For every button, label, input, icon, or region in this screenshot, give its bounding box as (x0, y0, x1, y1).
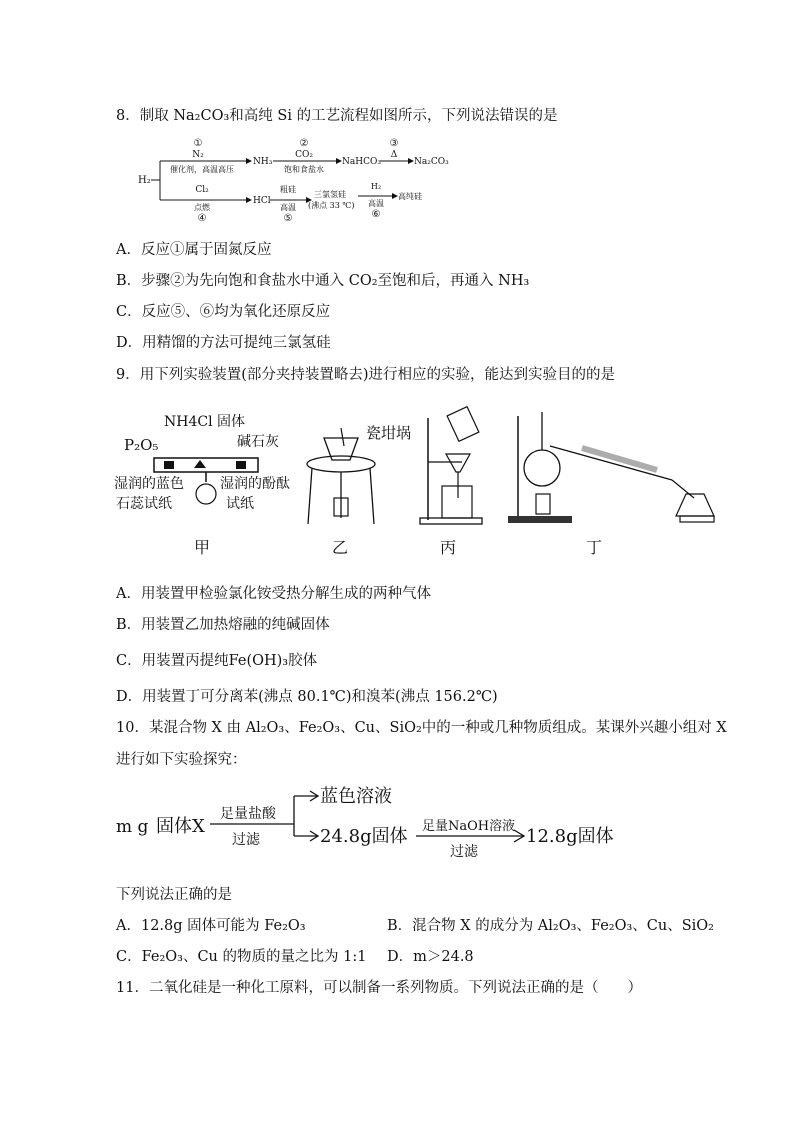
flow-s1: ① (193, 138, 203, 149)
q8-option-d: D．用精馏的方法可提纯三氯氢硅 (116, 335, 331, 351)
apparatus-ding (508, 412, 714, 557)
apparatus-bing (420, 407, 482, 557)
flow-c2: 饱和食盐水 (284, 165, 324, 174)
flow-bp: (沸点 33 ℃) (308, 201, 355, 210)
flow-c4: 点燃 (194, 203, 210, 212)
q10-stem-line2: 进行如下实验探究： (116, 752, 247, 768)
flow10-s248: 24.8g固体 (320, 826, 408, 847)
label-p2o5: P₂O₅ (124, 436, 159, 454)
flow-nahco3: NaHCO₃ (342, 157, 381, 167)
label-phen2: 试纸 (226, 496, 254, 512)
flow-cl2: Cl₂ (195, 185, 209, 195)
label-blue1: 湿润的蓝色 (114, 476, 184, 492)
q9-apparatus-figure (112, 398, 724, 558)
flow-c5: 高温 (280, 203, 296, 212)
flow-c1: 催化剂，高温高压 (170, 165, 234, 174)
q9-option-b: B．用装置乙加热熔融的纯碱固体 (116, 617, 330, 633)
q10-lead: 下列说法正确的是 (116, 887, 232, 903)
flow-s5: ⑤ (283, 213, 293, 224)
flow-s3: ③ (389, 138, 399, 149)
flow-delta: Δ (390, 150, 398, 160)
flow-n2: N₂ (192, 150, 204, 160)
q8-stem: 8．制取 Na₂CO₃和高纯 Si 的工艺流程如图所示，下列说法错误的是 (116, 108, 558, 124)
q10-option-c: C．Fe₂O₃、Cu 的物质的量之比为 1:1 (116, 949, 367, 965)
q10-flow-diagram (112, 782, 652, 864)
q8-option-a: A．反应①属于固氮反应 (116, 242, 272, 258)
flow-s4: ④ (197, 213, 207, 224)
flow10-mg: m g (116, 817, 149, 837)
flow-pure: 高纯硅 (398, 192, 422, 201)
q9-option-a: A．用装置甲检验氯化铵受热分解生成的两种气体 (116, 586, 431, 602)
flow10-naoh: 足量NaOH溶液 (422, 819, 516, 834)
label-blue2: 石蕊试纸 (116, 496, 172, 512)
label-solid: 固体 (217, 414, 245, 430)
flow10-blue: 蓝色溶液 (320, 786, 392, 807)
flow-c6: 高温 (368, 199, 384, 208)
flow10-filter1: 过滤 (232, 832, 260, 848)
q10-option-d: D．m＞24.8 (387, 949, 474, 965)
label-jia: 甲 (194, 538, 211, 557)
flow10-hcl: 足量盐酸 (220, 806, 276, 822)
flow10-s128: 12.8g固体 (526, 826, 614, 847)
flow-sihcl3: 三氯氢硅 (314, 190, 346, 199)
label-crucible: 瓷坩埚 (366, 424, 412, 442)
flow-s2: ② (299, 138, 309, 149)
apparatus-yi (307, 424, 411, 557)
label-nh4cl: NH4Cl (164, 414, 213, 430)
q10-option-b: B．混合物 X 的成分为 Al₂O₃、Fe₂O₃、Cu、SiO₂ (387, 918, 714, 934)
q8-flow-diagram (136, 134, 466, 224)
q10-option-a: A．12.8g 固体可能为 Fe₂O₃ (116, 918, 306, 934)
label-bing: 丙 (440, 538, 457, 557)
label-soda-lime: 碱石灰 (237, 434, 279, 450)
apparatus-jia (114, 413, 290, 557)
label-ding: 丁 (586, 538, 603, 557)
q9-stem: 9．用下列实验装置(部分夹持装置略去)进行相应的实验，能达到实验目的的是 (116, 367, 616, 383)
q9-option-d: D．用装置丁可分离苯(沸点 80.1℃)和溴苯(沸点 156.2℃) (116, 689, 498, 705)
flow-co2: CO₂ (295, 150, 313, 160)
flow-hcl: HCl (253, 196, 271, 206)
flow10-filter2: 过滤 (450, 844, 478, 860)
flow-cusi: 粗硅 (280, 185, 296, 194)
q11-stem: 11．二氧化硅是一种化工原料，可以制备一系列物质。下列说法正确的是（ ） (116, 980, 642, 996)
flow-na2co3: Na₂CO₃ (414, 157, 449, 167)
q10-stem-line1: 10．某混合物 X 由 Al₂O₃、Fe₂O₃、Cu、SiO₂中的一种或几种物质组成。某课外兴趣小组对 X (116, 720, 727, 736)
q8-option-c: C．反应⑤、⑥均为氧化还原反应 (116, 304, 331, 320)
flow-nh3: NH₃ (253, 157, 273, 167)
q9-option-c: C．用装置丙提纯Fe(OH)₃胶体 (116, 653, 318, 669)
label-yi: 乙 (332, 538, 349, 557)
flow-s6: ⑥ (371, 209, 381, 220)
flow10-solidx: 固体X (156, 816, 205, 837)
q8-option-b: B．步骤②为先向饱和食盐水中通入 CO₂至饱和后，再通入 NH₃ (116, 273, 530, 289)
flow-h2: H₂ (138, 175, 151, 186)
label-phen1: 湿润的酚酞 (220, 476, 290, 492)
flow-h2b: H₂ (370, 182, 382, 191)
